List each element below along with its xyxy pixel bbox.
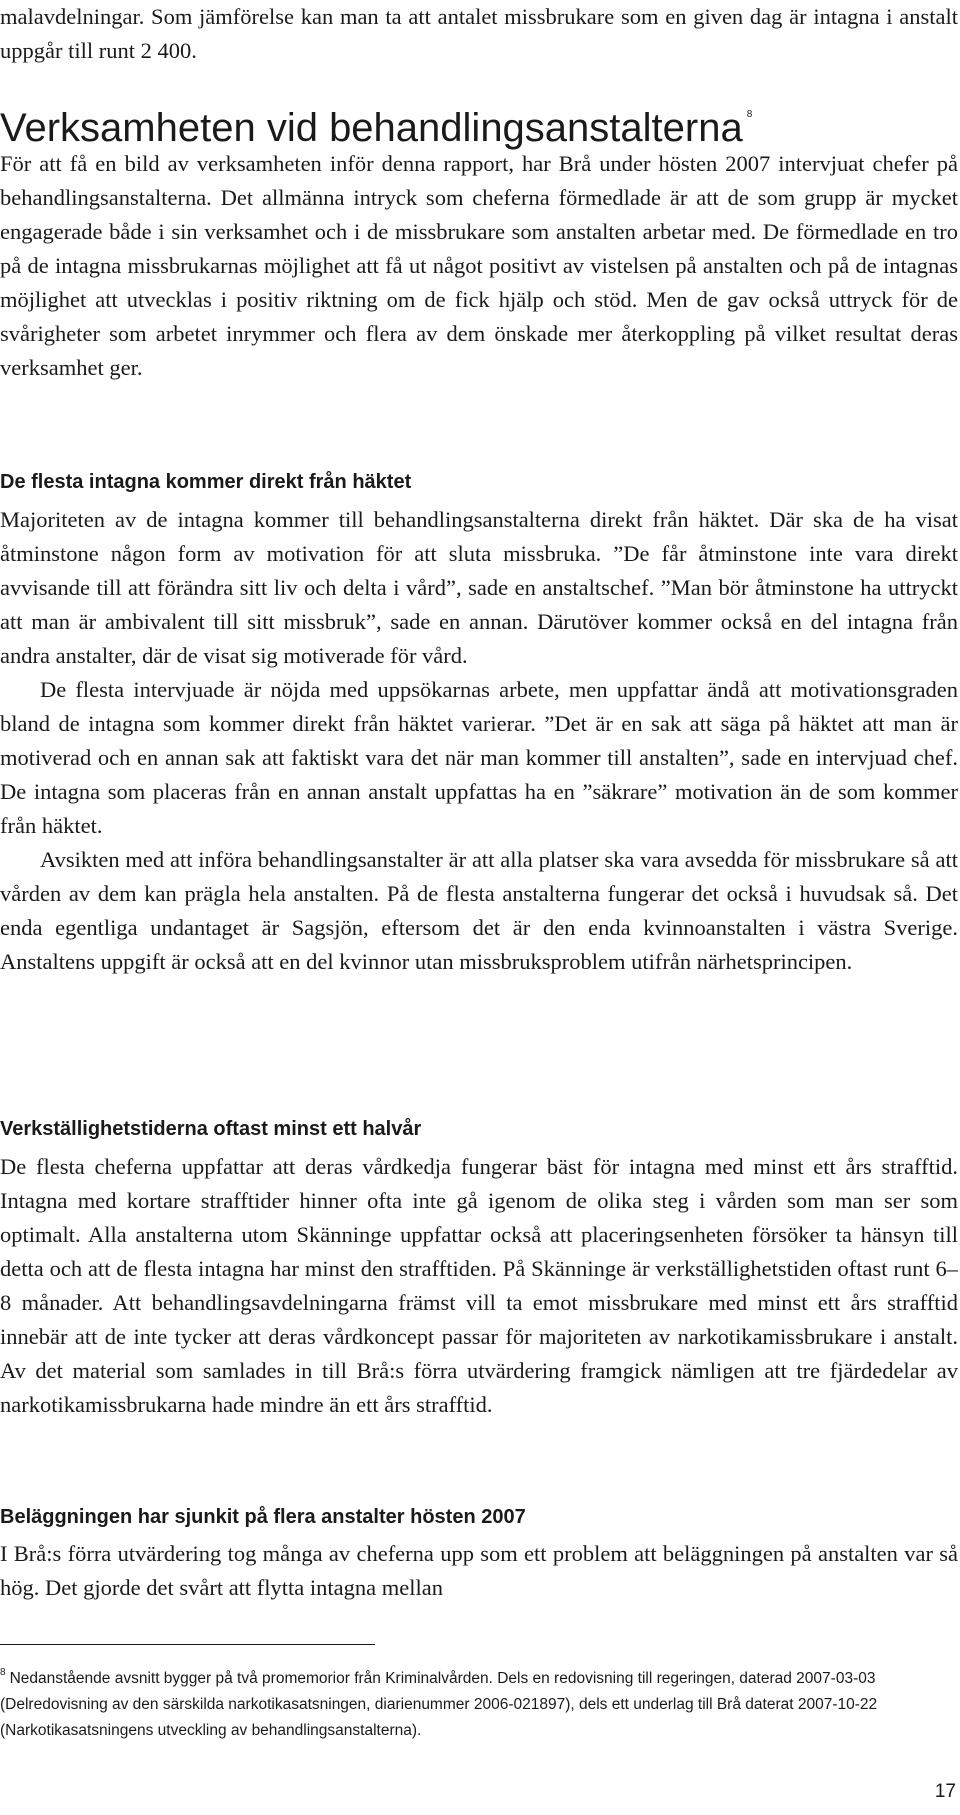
section-title (0, 91, 752, 152)
paragraph: Avsikten med att införa behandlingsanstalter är att alla platser ska vara avsedda för missbrukare så att vården av dem kan prägla hela anstalten. På de flesta anstalterna fungerar det också i huvudsak så. Det enda egentliga undantaget är Sagsjön, eftersom det är den enda kvinnoanstalten i västra Sverige. Anstaltens uppgift är också att en del kvinnor utan missbruksproblem utifrån närhetsprincipen. (0, 847, 958, 974)
footnote-text: Nedanstående avsnitt bygger på två promemorior från Kriminalvården. Dels en redovisning till regeringen, daterad 2007-03-03 (Delredovisning av den särskilda narkotikasatsningen, diarienummer 2006-021897), dels ett underlag till Brå daterat 2007-10-22 (Narkotikasatsningens utveckling av behandlingsanstalterna). (0, 1670, 878, 1739)
paragraph: Majoriteten av de intagna kommer till behandlingsanstalterna direkt från häktet. Där ska de ha visat åtminstone någon form av motivation för att sluta missbruka. ”De får åtminstone inte vara direkt avvisande till att förändra sitt liv och delta i vård”, sade en anstaltschef. ”Man bör åtminstone ha uttryckt att man är ambivalent till sitt missbruk”, sade en annan. Därutöver kommer också en del intagna från andra anstalter, där de visat sig motiverade för vård. (0, 507, 958, 668)
footnote-divider (0, 1644, 375, 1645)
footnote-number: 8 (0, 1667, 6, 1678)
section-paragraph: För att få en bild av verksamheten inför denna rapport, har Brå under hösten 2007 intervjuat chefer på behandlingsanstalterna. Det allmänna intryck som cheferna förmedlade är att de som grupp är mycket engagerade både i sin verksamhet och i de missbrukare som anstalten arbetar med. De förmedlade en tro på de intagna missbrukarnas möjlighet att få ut något positivt av vistelsen på anstalten och på de intagnas möjlighet att utvecklas i positiv riktning om de fick hjälp och stöd. Men de gav också uttryck för de svårigheter som arbetet inrymmer och flera av dem önskade mer återkoppling på vilket resultat deras verksamhet ger. (0, 151, 958, 380)
page-number: 17 (934, 1781, 956, 1802)
subsection-1-body (0, 503, 958, 979)
subsection-2-paragraph: De flesta cheferna uppfattar att deras vårdkedja fungerar bäst för intagna med minst ett års strafftid. Intagna med kortare strafftider hinner ofta inte gå igenom de olika steg i vården som man ser som optimalt. Alla anstalterna utom Skänninge uppfattar också att placeringsenheten försöker ta hänsyn till detta och att de flesta intagna har minst den strafftiden. På Skänninge är verkställighetstiden oftast runt 6–8 månader. Att behandlingsavdelningarna främst vill ta emot missbrukare med minst ett års strafftid innebär att de inte tycker att deras vårdkoncept passar för majoriteten av narkotikamissbrukare i anstalt. Av det material som samlades in till Brå:s förra utvärdering framgick nämligen att tre fjärdedelar av narkotikamissbrukarna hade mindre än ett års strafftid. (0, 1154, 958, 1417)
paragraph: De flesta intervjuade är nöjda med uppsökarnas arbete, men uppfattar ändå att motivationsgraden bland de intagna som kommer direkt från häktet varierar. ”Det är en sak att säga på häktet att man är motiverad och en annan sak att faktiskt vara det när man kommer till anstalten”, sade en intervjuad chef. De intagna som placeras från en annan anstalt uppfattas ha en ”säkrare” motivation än de som kommer från häktet. (0, 677, 958, 838)
subsection-heading-3: Beläggningen har sjunkit på flera anstalter hösten 2007 (0, 1506, 526, 1528)
subsection-heading-2: Verkställighetstiderna oftast minst ett halvår (0, 1118, 422, 1140)
section-title-text: Verksamheten vid behandlingsanstalterna (0, 106, 743, 150)
intro-paragraph-tail: malavdelningar. Som jämförelse kan man ta att antalet missbrukare som en given dag är intagna i anstalt uppgår till runt 2 400. (0, 4, 958, 63)
subsection-3-paragraph: I Brå:s förra utvärdering tog många av cheferna upp som ett problem att beläggningen på anstalten var så hög. Det gjorde det svårt att flytta intagna mellan (0, 1541, 958, 1600)
subsection-heading-1: De flesta intagna kommer direkt från häktet (0, 471, 412, 493)
footnote-ref-8: 8 (746, 109, 753, 120)
footnote (0, 1660, 958, 1744)
